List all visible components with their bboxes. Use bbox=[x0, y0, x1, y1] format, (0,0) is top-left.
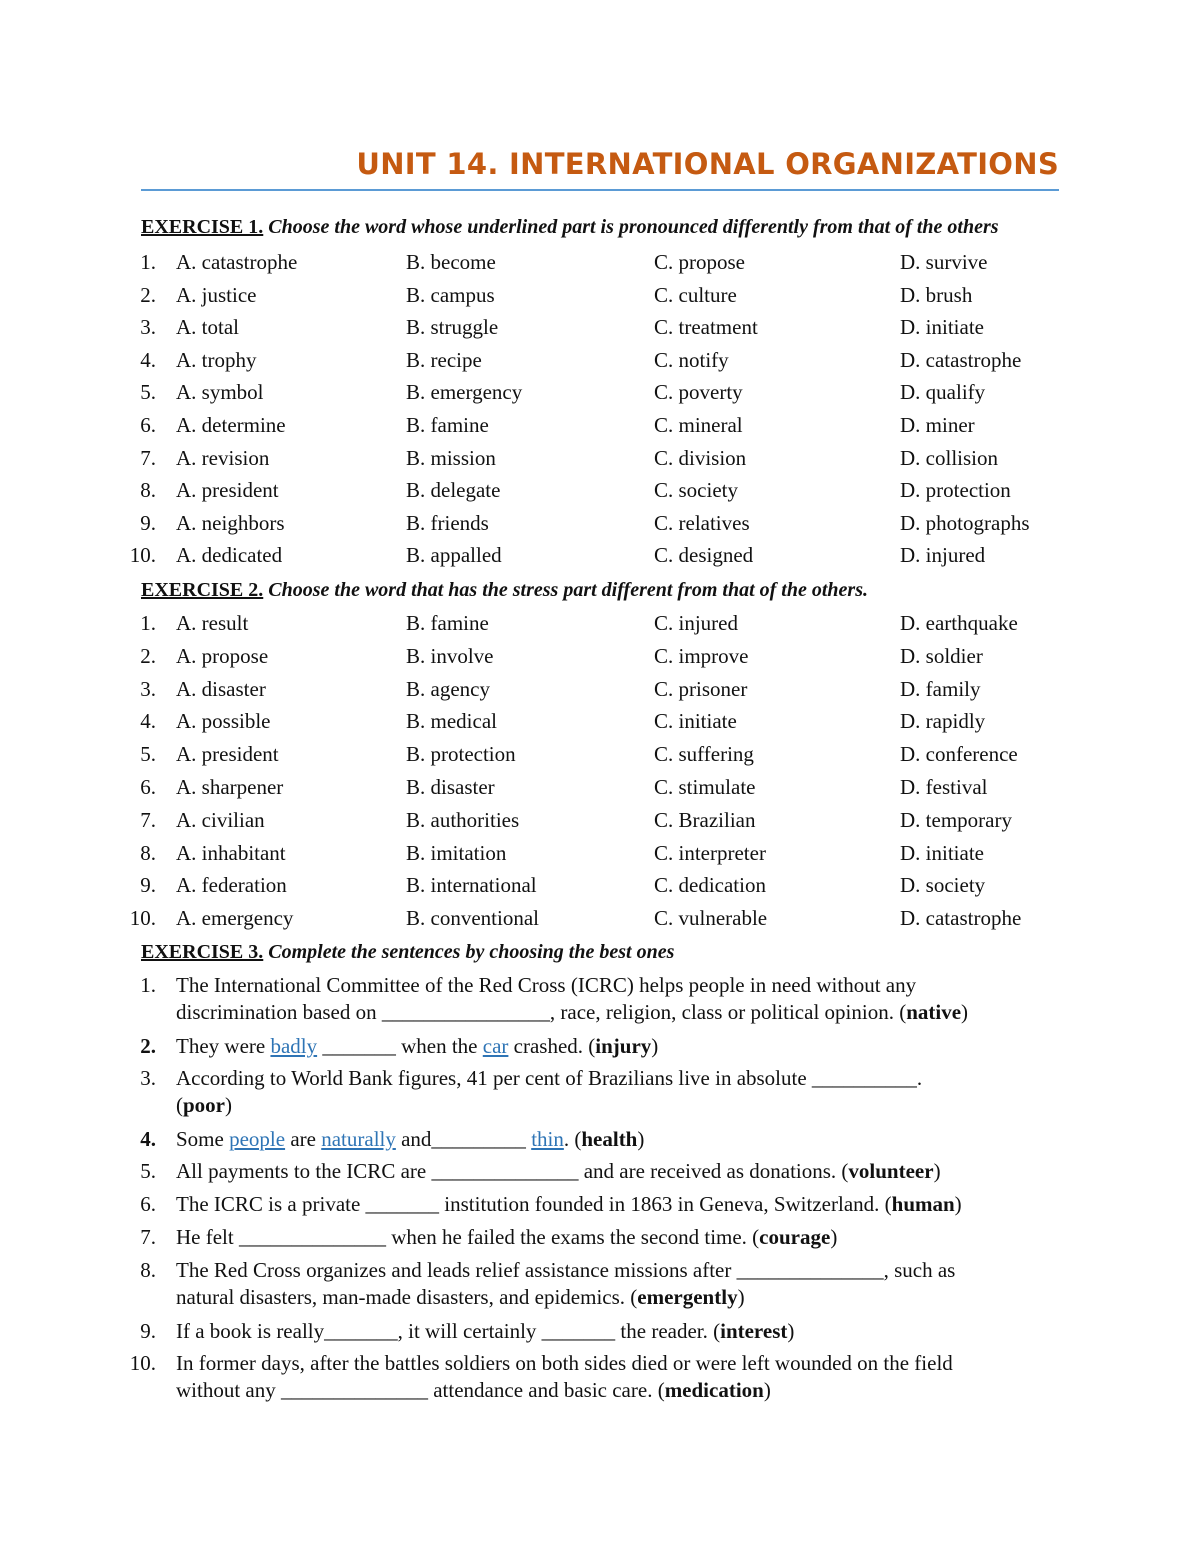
ex2-question-2 bbox=[0, 641, 1200, 671]
ex2-question-5 bbox=[0, 739, 1200, 769]
option-c: C. improve bbox=[654, 643, 749, 668]
option-c: C. vulnerable bbox=[654, 906, 768, 931]
question-number: 6. bbox=[140, 413, 156, 437]
option-d: D. earthquake bbox=[900, 611, 1018, 635]
option-c: C. dedication bbox=[654, 873, 766, 898]
link-people[interactable]: people bbox=[229, 1127, 286, 1151]
exercise-1-instruction: Choose the word whose underlined part is pronounced differently from that of the others bbox=[263, 216, 999, 238]
option-b: B. campus bbox=[406, 282, 495, 307]
option-d: D. initiate bbox=[900, 315, 984, 340]
exercise-2-label: EXERCISE 2. bbox=[141, 579, 264, 601]
option-b: B. friends bbox=[406, 510, 489, 535]
question-number: 4. bbox=[140, 347, 156, 372]
question-number: 8. bbox=[140, 478, 156, 503]
option-a: A. civilian bbox=[176, 807, 265, 832]
option-a: A. neighbors bbox=[176, 510, 285, 535]
question-number: 2. bbox=[140, 282, 156, 307]
option-d: D. temporary bbox=[900, 807, 1012, 832]
option-a: A. propose bbox=[176, 643, 269, 668]
link-badly[interactable]: badly bbox=[270, 1034, 318, 1058]
page-title: UNIT 14. INTERNATIONAL ORGANIZATIONS bbox=[356, 147, 1059, 181]
option-d: D. family bbox=[900, 676, 981, 701]
question-number: 3. bbox=[140, 315, 156, 340]
option-d: D. brush bbox=[900, 282, 973, 307]
option-a: A. president bbox=[176, 478, 279, 503]
option-b: B. emergency bbox=[406, 380, 523, 405]
ex1-question-9 bbox=[0, 508, 1200, 538]
option-b: B. imitation bbox=[406, 840, 507, 865]
question-number: 7. bbox=[140, 445, 156, 470]
option-c: C. prisoner bbox=[654, 676, 748, 701]
option-c: C. propose bbox=[654, 250, 745, 274]
ex2-question-8 bbox=[0, 838, 1200, 868]
question-number: 10. bbox=[129, 543, 156, 568]
option-c: C. treatment bbox=[654, 315, 758, 340]
ex2-question-4 bbox=[0, 706, 1200, 736]
option-b: B. recipe bbox=[406, 347, 482, 372]
option-c: C. suffering bbox=[654, 742, 754, 767]
option-c: C. stimulate bbox=[654, 775, 756, 799]
option-b: B. become bbox=[406, 250, 496, 274]
question-number: 5. bbox=[140, 742, 156, 767]
link-car[interactable]: car bbox=[482, 1034, 509, 1058]
question-number: 9. bbox=[140, 873, 156, 898]
option-b: B. agency bbox=[406, 676, 490, 701]
option-b: B. protection bbox=[406, 742, 516, 767]
option-b: B. famine bbox=[406, 413, 489, 437]
option-d: D. rapidly bbox=[900, 709, 986, 734]
ex1-question-10 bbox=[0, 540, 1200, 570]
option-c: C. interpreter bbox=[654, 840, 766, 865]
question-number: 10. bbox=[129, 906, 156, 931]
ex1-question-5 bbox=[0, 377, 1200, 407]
question-number: 9. bbox=[140, 510, 156, 535]
option-b: B. appalled bbox=[406, 543, 502, 568]
option-a: A. total bbox=[176, 315, 239, 340]
option-a: A. catastrophe bbox=[176, 250, 298, 274]
option-c: C. designed bbox=[654, 543, 754, 568]
ex1-question-4 bbox=[0, 345, 1200, 375]
option-b: B. international bbox=[406, 873, 537, 898]
option-c: C. division bbox=[654, 445, 747, 470]
exercise-2-instruction: Choose the word that has the stress part different from that of the others. bbox=[263, 579, 868, 601]
option-a: A. emergency bbox=[176, 906, 294, 931]
exercise-1-heading bbox=[141, 213, 999, 241]
exercise-3-heading bbox=[141, 938, 674, 966]
title-divider bbox=[141, 189, 1059, 191]
option-d: D. collision bbox=[900, 445, 998, 470]
ex2-question-9 bbox=[0, 870, 1200, 900]
question-number: 1. bbox=[140, 611, 156, 635]
option-c: C. notify bbox=[654, 347, 729, 372]
option-c: C. relatives bbox=[654, 510, 750, 535]
option-a: A. possible bbox=[176, 709, 271, 734]
ex1-question-7 bbox=[0, 443, 1200, 473]
ex1-question-8 bbox=[0, 475, 1200, 505]
option-d: D. society bbox=[900, 873, 986, 898]
option-b: B. conventional bbox=[406, 906, 539, 931]
question-number: 4. bbox=[140, 709, 156, 734]
option-c: C. culture bbox=[654, 282, 737, 307]
option-d: D. soldier bbox=[900, 643, 983, 668]
option-a: A. symbol bbox=[176, 380, 264, 405]
option-c: C. society bbox=[654, 478, 738, 503]
exercise-3-label: EXERCISE 3. bbox=[141, 941, 264, 963]
link-thin[interactable]: thin bbox=[531, 1127, 564, 1151]
option-b: B. involve bbox=[406, 643, 494, 668]
option-a: A. dedicated bbox=[176, 543, 283, 568]
ex2-question-7 bbox=[0, 805, 1200, 835]
ex1-question-3 bbox=[0, 312, 1200, 342]
option-c: C. injured bbox=[654, 611, 738, 635]
option-b: B. famine bbox=[406, 611, 489, 635]
ex1-question-1 bbox=[0, 247, 1200, 277]
option-d: D. photographs bbox=[900, 510, 1030, 535]
question-number: 1. bbox=[140, 250, 156, 274]
option-b: B. mission bbox=[406, 445, 496, 470]
option-d: D. catastrophe bbox=[900, 906, 1022, 931]
exercise-1-label: EXERCISE 1. bbox=[141, 216, 264, 238]
option-b: B. disaster bbox=[406, 775, 495, 799]
option-c: C. Brazilian bbox=[654, 807, 756, 832]
question-number: 8. bbox=[140, 840, 156, 865]
option-d: D. conference bbox=[900, 742, 1018, 767]
option-b: B. authorities bbox=[406, 807, 520, 832]
exercise-3-instruction: Complete the sentences by choosing the best ones bbox=[263, 941, 675, 963]
option-b: B. delegate bbox=[406, 478, 501, 503]
option-b: B. struggle bbox=[406, 315, 499, 340]
question-number: 3. bbox=[140, 676, 156, 701]
ex1-question-2 bbox=[0, 280, 1200, 310]
option-a: A. result bbox=[176, 611, 249, 635]
option-a: A. federation bbox=[176, 873, 287, 898]
question-number: 2. bbox=[140, 643, 156, 668]
option-a: A. justice bbox=[176, 282, 257, 307]
option-c: C. initiate bbox=[654, 709, 737, 734]
ex1-question-6 bbox=[0, 410, 1200, 440]
option-d: D. initiate bbox=[900, 840, 984, 865]
option-d: D. qualify bbox=[900, 380, 986, 405]
option-d: D. catastrophe bbox=[900, 347, 1022, 372]
option-d: D. injured bbox=[900, 543, 986, 568]
ex2-question-6 bbox=[0, 772, 1200, 802]
exercise-2-heading bbox=[141, 576, 868, 604]
option-d: D. festival bbox=[900, 775, 988, 799]
option-a: A. revision bbox=[176, 445, 270, 470]
ex2-question-10 bbox=[0, 903, 1200, 933]
question-number: 7. bbox=[140, 807, 156, 832]
option-d: D. miner bbox=[900, 413, 975, 437]
option-d: D. survive bbox=[900, 250, 988, 274]
option-a: A. disaster bbox=[176, 676, 266, 701]
ex2-question-1 bbox=[0, 608, 1200, 638]
option-c: C. mineral bbox=[654, 413, 743, 437]
option-a: A. trophy bbox=[176, 347, 257, 372]
ex2-question-3 bbox=[0, 674, 1200, 704]
link-naturally[interactable]: naturally bbox=[321, 1127, 396, 1151]
option-a: A. sharpener bbox=[176, 775, 284, 799]
option-a: A. determine bbox=[176, 413, 286, 437]
option-d: D. protection bbox=[900, 478, 1011, 503]
option-c: C. poverty bbox=[654, 380, 743, 405]
option-a: A. inhabitant bbox=[176, 840, 286, 865]
worksheet-page: UNIT 14. INTERNATIONAL ORGANIZATIONS EXERCISE 1. Choose the word whose underlined part is pronounced differently from that of the others 1. A. catastrophe B. become C. propose D. survive 2. A. justice B. campus C. culture D. brush 3. A. total B. struggle C. treatment D. initiate 4. A. trophy B. recipe C. notify D. catastrophe 5. A. symbol B. emergency C. poverty D. qualify 6. A. determine B. famine C. mineral D. miner 7. A. revision B. mission C. division D. collision 8. A. president B. delegate C. society D. protection 9. A. neighbors B. friends C. relatives D. photographs 10. A. dedicated B. appalled C. designed D. injured EXERCISE 2. Choose the word that has the stress part different from that of the others. 1. A. result B. famine C. injured D. earthquake 2. A. propose B. involve C. improve D. soldier 3. A. disaster B. agency C. prisoner D. family 4. A. possible B. medical C. initiate D. rapidly 5. A. president B. protection C. suffering D. conference 6. A. sharpener B. disaster C. stimulate D. festival 7. A. civilian B. authorities C. Brazilian D. temporary 8. A. inhabitant B. imitation C. interpreter D. initiate 9. A. federation B. international C. dedication D. society 10. A. emergency B. conventional C. vulnerable D. catastrophe EXERCISE 3. Complete the sentences by choosing the best ones 1. The International Committee of the Red Cross (ICRC) helps people in need without any discrimination based on ________________, race, religion, class or political opinion. (native) 2. They were badly _______ when the car crashed. (injury) 3. According to World Bank figures, 41 per cent of Brazilians live in absolute __________. (poor) 4. Some people are naturally and_________ thin. (health) 5. All payments to the ICRC are ______________ and are received as donations. (volunteer) 6. The ICRC is a private _______ institution founded in 1863 in Geneva, Switzerland. (human) 7. He felt ______________ when he failed the exams the second time. (courage) 8. The Red Cross organizes and leads relief assistance missions after ______________, such as natural disasters, man-made disasters, and epidemics. (emergently) 9. If a book is really_______, it will certainly _______ the reader. (interest) 10. In former days, after the battles soldiers on both sides died or were left wounded on the field without any ______________ attendance and basic care. (medication) bbox=[0, 0, 1200, 1553]
question-number: 6. bbox=[140, 775, 156, 799]
question-number: 5. bbox=[140, 380, 156, 405]
option-b: B. medical bbox=[406, 709, 497, 734]
option-a: A. president bbox=[176, 742, 279, 767]
